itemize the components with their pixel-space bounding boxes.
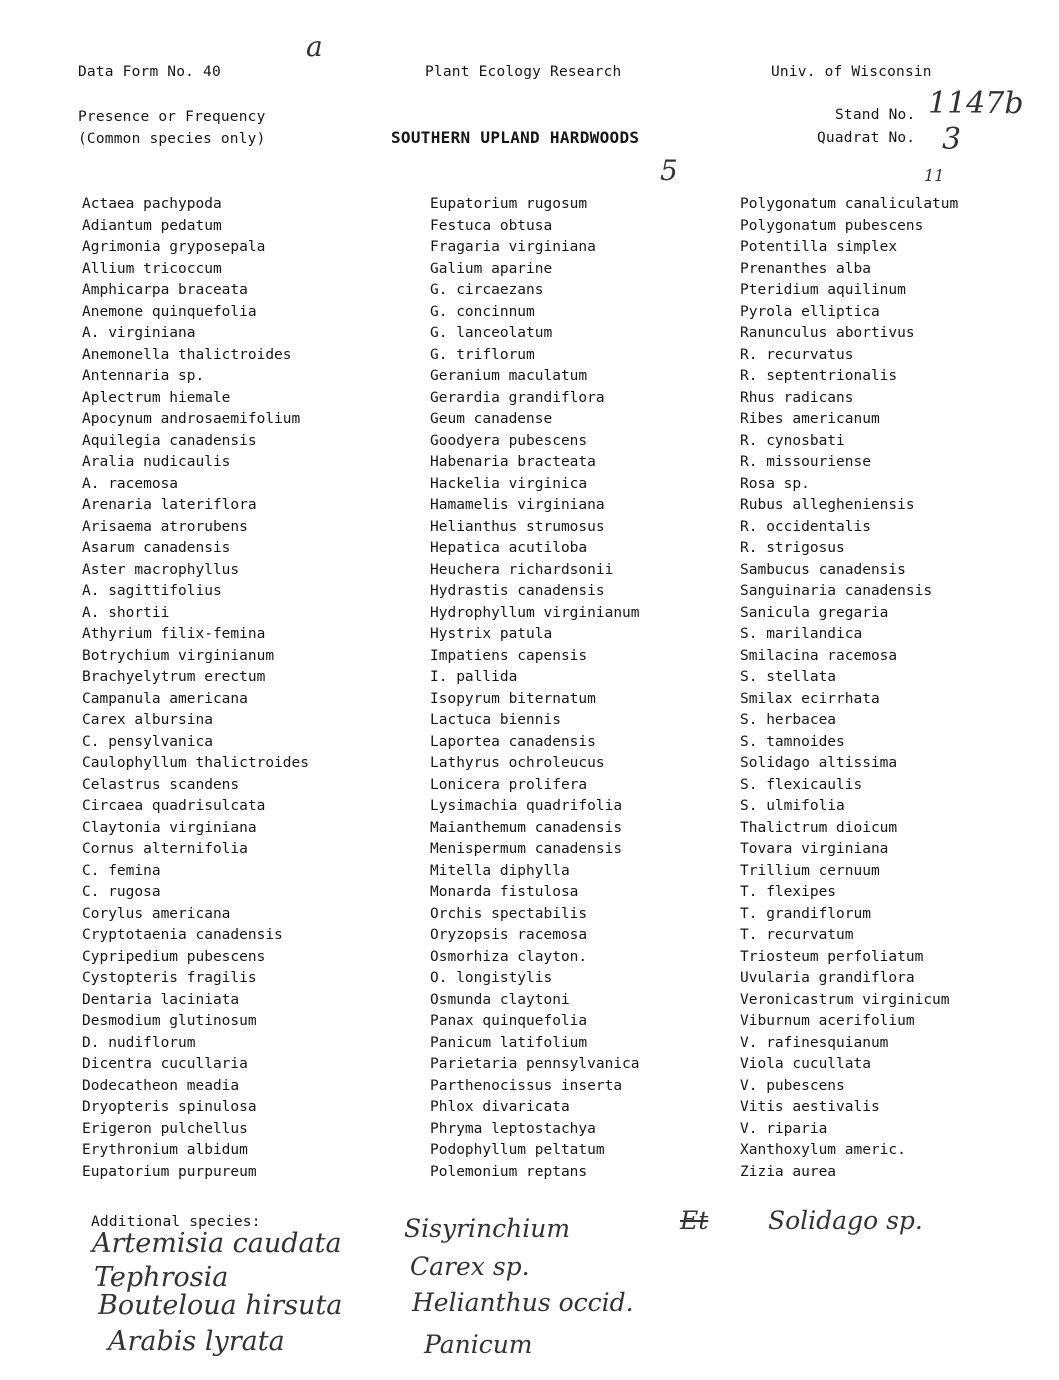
species-item: Dodecatheon meadia bbox=[82, 1077, 240, 1094]
species-item: S. ulmifolia bbox=[740, 798, 845, 814]
species-item: Aster macrophyllus bbox=[82, 561, 240, 578]
species-item: Sanguinaria canadensis bbox=[740, 583, 933, 599]
species-item: A. racemosa bbox=[82, 475, 179, 492]
species-item: Eupatorium purpureum bbox=[82, 1163, 257, 1180]
species-item: Tovara virginiana bbox=[740, 841, 889, 857]
species-item: Cornus alternifolia bbox=[82, 841, 248, 857]
handwritten-species: Helianthus occid. bbox=[412, 1288, 634, 1317]
species-item: Hystrix patula bbox=[430, 626, 553, 642]
species-item: Celastrus scandens bbox=[82, 776, 240, 793]
species-item: Festuca obtusa bbox=[430, 217, 553, 234]
species-item: Fragaria virginiana bbox=[430, 239, 596, 255]
species-item: Panicum latifolium bbox=[430, 1034, 588, 1051]
species-item: Athyrium filix-femina bbox=[82, 626, 266, 642]
species-item: R. septentrionalis bbox=[740, 368, 898, 384]
species-item: Triosteum perfoliatum bbox=[740, 948, 924, 965]
species-item: Erigeron pulchellus bbox=[82, 1120, 248, 1137]
species-item: Cypripedium pubescens bbox=[82, 948, 266, 965]
species-item: Helianthus strumosus bbox=[430, 518, 605, 535]
species-item: O. longistylis bbox=[430, 970, 553, 986]
species-item: Allium tricoccum bbox=[82, 260, 222, 277]
species-column-3 bbox=[740, 194, 958, 1183]
species-item: Campanula americana bbox=[82, 690, 248, 707]
species-item: Ribes americanum bbox=[740, 411, 880, 427]
species-item: Aralia nudicaulis bbox=[82, 454, 231, 470]
species-item: Habenaria bracteata bbox=[430, 454, 596, 470]
species-item: Sambucus canadensis bbox=[740, 561, 906, 578]
species-item: R. cynosbati bbox=[740, 432, 845, 449]
species-item: A. virginiana bbox=[82, 325, 196, 341]
species-item: Caulophyllum thalictroides bbox=[82, 755, 309, 771]
species-item: Corylus americana bbox=[82, 905, 231, 922]
species-item: Eupatorium rugosum bbox=[430, 196, 588, 212]
species-item: Maianthemum canadensis bbox=[430, 819, 623, 836]
species-item: G. triflorum bbox=[430, 346, 535, 363]
species-item: I. pallida bbox=[430, 669, 518, 685]
species-item: Potentilla simplex bbox=[740, 239, 898, 255]
species-item: Circaea quadrisulcata bbox=[82, 798, 266, 814]
species-item: R. strigosus bbox=[740, 540, 845, 556]
species-item: Desmodium glutinosum bbox=[82, 1013, 257, 1029]
species-item: Uvularia grandiflora bbox=[740, 970, 915, 986]
species-item: S. marilandica bbox=[740, 626, 863, 642]
species-item: Arenaria lateriflora bbox=[82, 497, 257, 513]
species-item: V. rafinesquianum bbox=[740, 1034, 889, 1051]
handwritten-species: Artemisia caudata bbox=[92, 1228, 342, 1259]
species-item: Dicentra cucullaria bbox=[82, 1056, 248, 1072]
species-item: Lysimachia quadrifolia bbox=[430, 798, 623, 814]
species-item: Adiantum pedatum bbox=[82, 217, 222, 234]
species-item: Pyrola elliptica bbox=[740, 303, 880, 320]
species-item: R. recurvatus bbox=[740, 346, 854, 363]
species-item: Arisaema atrorubens bbox=[82, 518, 248, 535]
species-item: Lonicera prolifera bbox=[430, 776, 588, 793]
species-item: Xanthoxylum americ. bbox=[740, 1142, 906, 1158]
species-item: Orchis spectabilis bbox=[430, 905, 588, 922]
species-item: Galium aparine bbox=[430, 260, 553, 277]
species-item: Smilax ecirrhata bbox=[740, 690, 880, 707]
species-item: R. missouriense bbox=[740, 454, 871, 470]
species-item: Ranunculus abortivus bbox=[740, 325, 915, 341]
species-item: A. sagittifolius bbox=[82, 583, 222, 599]
species-item: Erythronium albidum bbox=[82, 1142, 248, 1158]
species-item: D. nudiflorum bbox=[82, 1034, 196, 1051]
species-item: T. grandiflorum bbox=[740, 905, 871, 922]
species-item: R. occidentalis bbox=[740, 518, 871, 535]
species-item: Geum canadense bbox=[430, 411, 553, 427]
species-item: Hamamelis virginiana bbox=[430, 497, 605, 513]
organization-name: Plant Ecology Research bbox=[425, 64, 622, 80]
species-item: Zizia aurea bbox=[740, 1163, 837, 1180]
species-item: Panax quinquefolia bbox=[430, 1013, 588, 1029]
species-item: Polygonatum canaliculatum bbox=[740, 196, 959, 212]
species-item: Thalictrum dioicum bbox=[740, 819, 898, 836]
species-item: Hydrophyllum virginianum bbox=[430, 604, 640, 621]
species-item: C. rugosa bbox=[82, 884, 161, 900]
species-item: Solidago altissima bbox=[740, 755, 898, 771]
species-item: Cryptotaenia canadensis bbox=[82, 927, 283, 943]
species-item: Amphicarpa braceata bbox=[82, 282, 248, 298]
species-item: Gerardia grandiflora bbox=[430, 389, 605, 406]
species-item: A. shortii bbox=[82, 604, 170, 621]
university-name: Univ. of Wisconsin bbox=[771, 64, 932, 80]
species-item: Anemonella thalictroides bbox=[82, 346, 292, 363]
species-item: Dentaria laciniata bbox=[82, 991, 240, 1008]
species-item: Hackelia virginica bbox=[430, 475, 588, 492]
species-item: V. pubescens bbox=[740, 1077, 845, 1094]
species-item: Isopyrum biternatum bbox=[430, 690, 596, 707]
species-item: G. lanceolatum bbox=[430, 325, 553, 341]
species-item: Lactuca biennis bbox=[430, 712, 561, 728]
species-item: Cystopteris fragilis bbox=[82, 970, 257, 986]
species-item: Claytonia virginiana bbox=[82, 819, 257, 836]
handwritten-letter-mark: a bbox=[306, 30, 323, 63]
species-item: Hydrastis canadensis bbox=[430, 583, 605, 599]
species-item: Heuchera richardsonii bbox=[430, 561, 614, 578]
species-item: Parietaria pennsylvanica bbox=[430, 1056, 640, 1072]
handwritten-species: Sisyrinchium bbox=[404, 1214, 571, 1243]
handwritten-species: Bouteloua hirsuta bbox=[98, 1290, 343, 1321]
species-item: G. circaezans bbox=[430, 282, 544, 298]
species-item: Botrychium virginianum bbox=[82, 647, 275, 664]
species-item: C. femina bbox=[82, 862, 161, 879]
species-item: Vitis aestivalis bbox=[740, 1099, 880, 1115]
species-item: Phlox divaricata bbox=[430, 1099, 570, 1115]
handwritten-species: Solidago sp. bbox=[768, 1206, 923, 1235]
handwritten-right-mark: 11 bbox=[924, 166, 945, 185]
species-item: Aquilegia canadensis bbox=[82, 432, 257, 449]
species-item: Laportea canadensis bbox=[430, 733, 596, 750]
species-item: Asarum canadensis bbox=[82, 540, 231, 556]
species-item: S. stellata bbox=[740, 669, 837, 685]
species-item: Oryzopsis racemosa bbox=[430, 927, 588, 943]
species-item: Brachyelytrum erectum bbox=[82, 669, 266, 685]
species-column-2 bbox=[430, 194, 640, 1183]
form-title: SOUTHERN UPLAND HARDWOODS bbox=[391, 128, 640, 147]
species-item: Actaea pachypoda bbox=[82, 196, 222, 212]
species-item: Pteridium aquilinum bbox=[740, 282, 906, 298]
species-item: Prenanthes alba bbox=[740, 260, 871, 277]
handwritten-quadrat-number: 3 bbox=[942, 122, 962, 157]
species-item: S. tamnoides bbox=[740, 733, 845, 750]
handwritten-species: Panicum bbox=[424, 1330, 533, 1359]
form-number: Data Form No. 40 bbox=[78, 64, 221, 80]
species-item: Anemone quinquefolia bbox=[82, 303, 257, 320]
species-item: Monarda fistulosa bbox=[430, 884, 579, 900]
species-item: T. flexipes bbox=[740, 884, 837, 900]
species-item: Agrimonia gryposepala bbox=[82, 239, 266, 255]
species-item: Apocynum androsaemifolium bbox=[82, 411, 301, 427]
species-item: S. herbacea bbox=[740, 712, 837, 728]
species-item: Osmorhiza clayton. bbox=[430, 948, 588, 965]
species-item: T. recurvatum bbox=[740, 927, 854, 943]
species-item: Polemonium reptans bbox=[430, 1163, 588, 1180]
species-item: Aplectrum hiemale bbox=[82, 389, 231, 406]
species-item: G. concinnum bbox=[430, 303, 535, 320]
species-item: Rhus radicans bbox=[740, 389, 854, 406]
species-item: Rosa sp. bbox=[740, 475, 810, 492]
quadrat-number-label: Quadrat No. bbox=[817, 130, 916, 146]
species-item: Lathyrus ochroleucus bbox=[430, 755, 605, 771]
handwritten-stand-number: 1147b bbox=[928, 86, 1024, 121]
species-item: Podophyllum peltatum bbox=[430, 1142, 605, 1158]
species-item: Veronicastrum virginicum bbox=[740, 991, 950, 1008]
species-item: Rubus allegheniensis bbox=[740, 497, 915, 513]
species-item: Osmunda claytoni bbox=[430, 991, 570, 1008]
handwritten-species: Carex sp. bbox=[410, 1252, 530, 1281]
species-item: Menispermum canadensis bbox=[430, 841, 623, 857]
species-item: V. riparia bbox=[740, 1120, 828, 1137]
handwritten-species: Arabis lyrata bbox=[108, 1326, 285, 1357]
species-item: Trillium cernuum bbox=[740, 862, 880, 879]
species-item: Polygonatum pubescens bbox=[740, 217, 924, 234]
stand-number-label: Stand No. bbox=[835, 107, 916, 123]
species-item: Geranium maculatum bbox=[430, 368, 588, 384]
species-item: C. pensylvanica bbox=[82, 733, 213, 750]
species-column-1 bbox=[82, 194, 309, 1183]
species-item: Impatiens capensis bbox=[430, 647, 588, 664]
species-item: Dryopteris spinulosa bbox=[82, 1099, 257, 1115]
handwritten-species: Tephrosia bbox=[94, 1262, 229, 1293]
species-item: Sanicula gregaria bbox=[740, 604, 889, 621]
species-item: Phryma leptostachya bbox=[430, 1120, 596, 1137]
handwritten-struck-mark: Et bbox=[680, 1206, 709, 1235]
species-item: Smilacina racemosa bbox=[740, 647, 898, 664]
additional-species-label: Additional species: bbox=[91, 1214, 261, 1230]
species-item: Viburnum acerifolium bbox=[740, 1013, 915, 1029]
presence-label: Presence or Frequency bbox=[78, 109, 266, 125]
common-species-note: (Common species only) bbox=[78, 131, 266, 147]
species-item: Parthenocissus inserta bbox=[430, 1077, 623, 1094]
species-item: Hepatica acutiloba bbox=[430, 540, 588, 556]
species-item: Goodyera pubescens bbox=[430, 432, 588, 449]
species-item: Carex albursina bbox=[82, 712, 213, 728]
handwritten-center-mark: 5 bbox=[660, 154, 678, 187]
species-item: Viola cucullata bbox=[740, 1056, 871, 1072]
species-item: Antennaria sp. bbox=[82, 368, 205, 384]
species-item: Mitella diphylla bbox=[430, 862, 570, 879]
species-item: S. flexicaulis bbox=[740, 776, 863, 793]
